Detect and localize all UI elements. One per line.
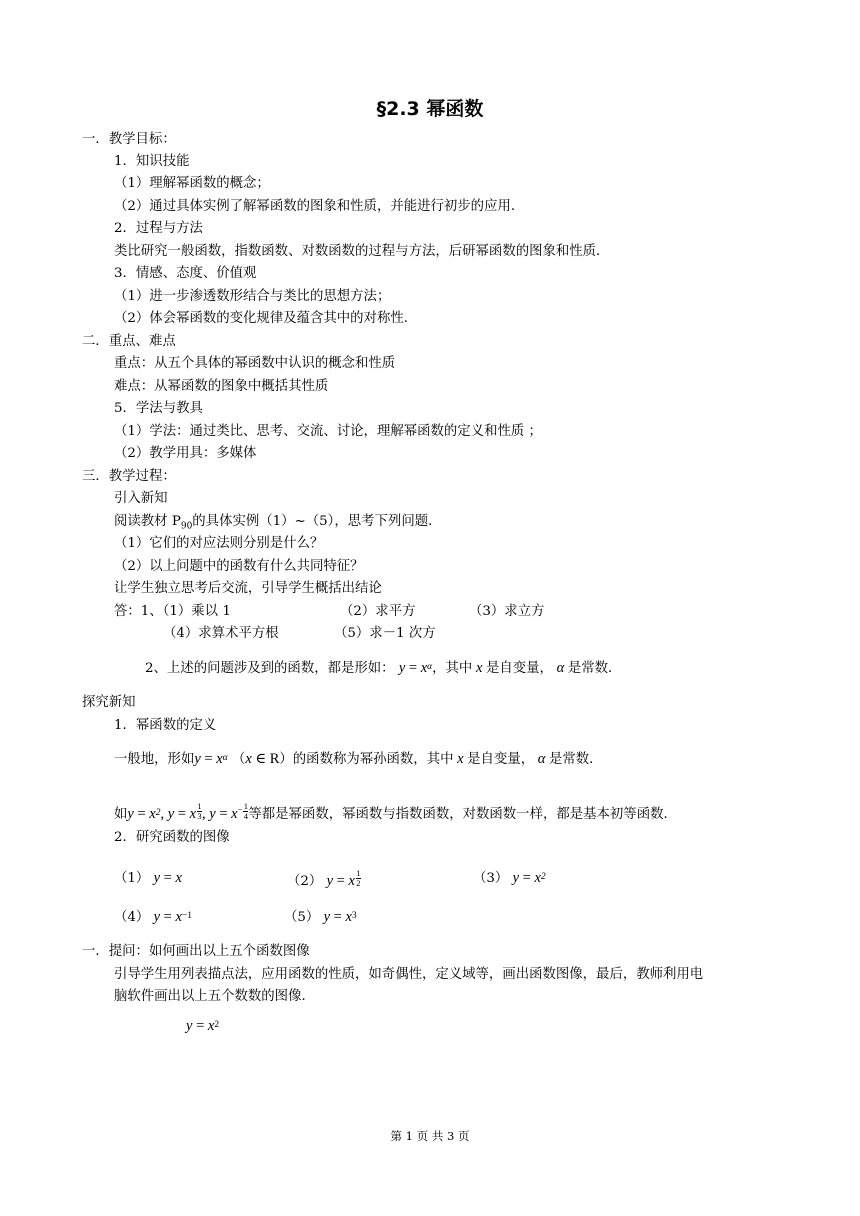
exponent-one-half: $\frac{1}{2}$ [356,868,361,888]
subheading-attitude: 3．情感、态度、价值观 [114,266,257,281]
list-item: （2）以上问题中的函数有什么共同特征？ [114,559,364,574]
formula: y = x [153,870,182,886]
list-item: （2）体会幂函数的变化规律及蕴含其中的对称性． [114,311,418,326]
function-item-2 [287,869,361,891]
paragraph: 让学生独立思考后交流，引导学生概括出结论 [114,581,382,596]
subheading-definition: 1．幂函数的定义 [114,718,217,733]
text: 一般地，形如 [114,752,195,767]
subheading-knowledge: 1．知识技能 [114,154,190,169]
paragraph: 难点：从幂函数的图象中概括其性质 [114,379,329,394]
subheading-methods: 5．学法与教具 [114,401,203,416]
text: 如 [114,807,128,822]
formula: $y = x^{-1}$ [153,909,192,925]
list-item: （2）通过具体实例了解幂函数的图象和性质，并能进行初步的应用． [114,199,525,214]
formula: $y = x^2$ [512,870,546,886]
text: （4） [114,910,150,925]
subheading-intro: 引入新知 [114,491,168,506]
page-footer: 第 1 页 共 3 页 [390,1129,470,1143]
function-item-4 [114,908,192,927]
paragraph-definition [114,750,603,769]
text: 是自变量， [467,752,535,767]
text: （ [231,752,246,767]
answer-item: （2）求平方 [340,604,416,619]
var-alpha: α [534,751,549,767]
section-heading-question: 一．提问：如何画出以上五个函数图像 [82,944,310,959]
list-item: （1）学法：通过类比、思考、交流、讨论，理解幂函数的定义和性质 ； [114,424,542,439]
answer-item: （4）求算术平方根 [163,626,279,641]
formula-power: $y = x^\alpha$ [194,751,228,767]
paragraph-examples [114,800,677,824]
function-item-3 [473,869,546,888]
paragraph: 重点：从五个具体的幂函数中认识的概念和性质 [114,356,396,371]
list-item: （1）它们的对应法则分别是什么？ [114,536,324,551]
paragraph: 类比研究一般函数，指数函数、对数函数的过程与方法，后研幂函数的图象和性质． [114,244,610,259]
text: 2、上述的问题涉及到的函数，都是形如： [145,661,395,676]
section-heading-process: 三．教学过程： [82,469,176,484]
domain-formula: x ∈ R [245,751,280,767]
paragraph-reading [114,513,442,531]
minus-sign: − [237,804,243,814]
paragraph: 脑软件画出以上五个数数的图像． [114,989,315,1004]
function-item-5 [284,908,357,927]
subheading-graphs: 2．研究函数的图像 [114,830,230,845]
text: 等都是幂函数，幂函数与指数函数，对数函数一样，都是基本初等函数． [248,807,677,822]
section-heading-explore: 探究新知 [82,695,136,710]
exponent-one-quarter: $\frac{1}{4}$ [243,801,248,821]
formula: $y = x^3$ [323,909,357,925]
section-heading-key-points: 二．重点、难点 [82,334,176,349]
answer-item: 答：1、（1）乘以 1 [114,604,231,619]
var-x: x [472,660,486,676]
paragraph: 引导学生用列表描点法，应用函数的性质，如奇偶性，定义域等，画出函数图像，最后，教师利用电 [114,967,704,982]
text: ）的函数称为幂孙函数，其中 [279,752,454,767]
graph-caption [186,1017,219,1036]
var-x: x [453,751,468,767]
section-heading-objectives: 一．教学目标： [82,132,176,147]
text: （2） [287,874,323,889]
text: ，其中 [432,661,473,676]
text: （5） [284,910,320,925]
formula: y = x $\frac{1}{2}$ [326,868,361,889]
list-item: （1）理解幂函数的概念； [114,176,270,191]
formula: $y = x^2$ [186,1018,220,1034]
answer-item: （5）求－1 次方 [334,626,436,641]
formula-examples: $y = x^2$, y = x $\frac{1}{3}$ , y = x− $\frac{1}{4}$ [127,801,248,822]
page-title: §2.3 幂函数 [376,98,484,120]
formula-power: $y = x^\alpha$ [398,660,433,676]
text: 是常数． [549,752,603,767]
text: 是自变量， [486,661,553,676]
text: 是常数． [567,661,622,676]
exponent-one-third: $\frac{1}{3}$ [197,801,202,821]
var-alpha: α [552,660,568,676]
text: 阅读教材 P [114,514,181,529]
text: （3） [473,871,509,886]
list-item: （2）教学用具：多媒体 [114,446,257,461]
text: 的具体实例（1）~（5），思考下列问题． [192,514,442,529]
subheading-process: 2．过程与方法 [114,221,203,236]
answer-conclusion [145,659,621,678]
list-item: （1）进一步渗透数形结合与类比的思想方法； [114,289,391,304]
page-subscript: 90 [180,521,193,532]
text: （1） [114,871,150,886]
answer-item: （3）求立方 [469,604,545,619]
function-item-1 [114,869,182,888]
